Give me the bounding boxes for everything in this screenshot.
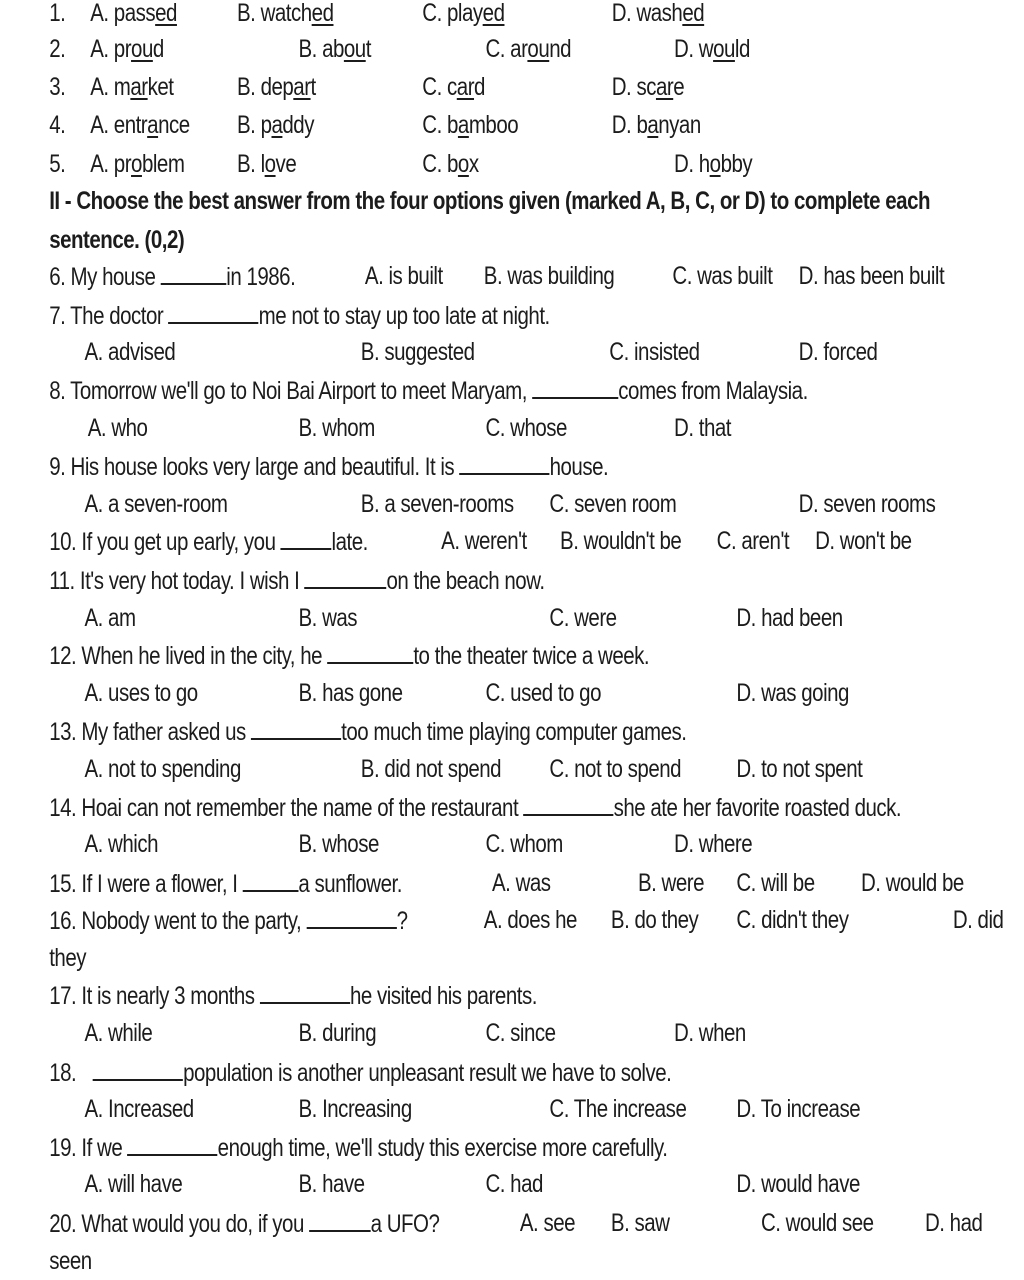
question-17-options xyxy=(0,1014,840,1052)
option-b: B. was xyxy=(298,604,358,632)
option-c: C. not to spend xyxy=(549,755,682,783)
option-c xyxy=(485,30,571,68)
word-part: A. m xyxy=(90,73,131,101)
pronunciation-question-2 xyxy=(0,30,840,68)
option-b xyxy=(237,68,316,106)
word-part: D. sc xyxy=(611,73,656,101)
word-part: B. p xyxy=(236,111,272,139)
option-d: D. did xyxy=(952,906,1004,934)
word-part: C. c xyxy=(422,73,457,101)
question-20 xyxy=(0,1204,983,1242)
option-c xyxy=(422,106,518,144)
question-13 xyxy=(0,712,840,750)
option-d-cont: seen xyxy=(49,1247,92,1275)
word-part: D. h xyxy=(674,150,710,178)
underlined-sound: a xyxy=(647,111,659,139)
word-part: D. w xyxy=(674,35,714,63)
option-b: B. did not spend xyxy=(360,755,502,783)
question-7-options xyxy=(0,333,878,371)
option-d xyxy=(612,106,701,144)
option-b: B. wouldn't be xyxy=(560,527,682,555)
option-d: D. won't be xyxy=(815,527,912,555)
option-b xyxy=(237,145,296,183)
question-16-cont xyxy=(0,939,840,977)
underlined-sound: ed xyxy=(482,0,505,27)
word-part: t xyxy=(310,73,316,101)
option-c: C. The increase xyxy=(549,1095,687,1123)
option-b: B. Increasing xyxy=(298,1095,412,1123)
word-part: D. wash xyxy=(611,0,683,27)
option-a: A. a seven-room xyxy=(84,490,228,518)
question-stem: 13. My father asked us too much time playing computer games. xyxy=(49,712,686,751)
word-part: ket xyxy=(147,73,174,101)
option-c: C. aren't xyxy=(716,527,790,555)
question-14 xyxy=(0,788,902,826)
option-d xyxy=(674,145,752,183)
question-15 xyxy=(0,864,964,902)
option-d: D. has been built xyxy=(798,262,945,290)
question-14-options xyxy=(0,825,840,863)
pronunciation-question-5 xyxy=(0,145,840,183)
option-b: B. whose xyxy=(298,830,379,858)
question-stem: 16. Nobody went to the party, ? xyxy=(49,901,407,940)
word-part: C. b xyxy=(422,111,458,139)
option-a: A. weren't xyxy=(441,527,527,555)
underlined-sound: ou xyxy=(527,35,550,63)
option-b: B. has gone xyxy=(298,679,403,707)
section-2-heading-line1: II - Choose the best answer from the four options given (marked A, B, C, or D) to complete each xyxy=(49,187,931,215)
question-16 xyxy=(0,901,1004,939)
word-part: ld xyxy=(734,35,750,63)
question-number: 5. xyxy=(49,150,66,178)
option-d: D. when xyxy=(674,1019,746,1047)
question-12 xyxy=(0,636,840,674)
option-d: D. would be xyxy=(861,869,964,897)
option-c xyxy=(422,68,485,106)
option-a: A. which xyxy=(84,830,159,858)
option-a: A. was xyxy=(492,869,551,897)
underlined-sound: ou xyxy=(713,35,735,63)
section-2-heading-cont xyxy=(0,221,840,259)
option-b: B. have xyxy=(298,1170,365,1198)
underlined-sound: ou xyxy=(343,35,366,63)
word-part: D. b xyxy=(611,111,648,139)
word-part: ve xyxy=(275,150,297,178)
option-a xyxy=(90,68,173,106)
underlined-sound: ar xyxy=(293,73,311,101)
option-c: C. had xyxy=(485,1170,543,1198)
underlined-sound: ou xyxy=(131,35,153,63)
question-19 xyxy=(0,1128,840,1166)
question-stem: 17. It is nearly 3 months he visited his parents. xyxy=(49,976,537,1015)
word-part: nce xyxy=(158,111,190,139)
underlined-sound: a xyxy=(147,111,159,139)
option-c xyxy=(422,0,504,32)
option-a: A. advised xyxy=(84,338,176,366)
word-part: B. watch xyxy=(236,0,312,27)
option-d-cont: they xyxy=(49,944,86,972)
option-a: A. am xyxy=(84,604,136,632)
option-a: A. Increased xyxy=(84,1095,194,1123)
option-a: A. uses to go xyxy=(84,679,198,707)
word-part: A. pass xyxy=(90,0,156,27)
option-d: D. had been xyxy=(736,604,843,632)
option-a xyxy=(90,145,184,183)
question-8-options xyxy=(0,409,840,447)
question-10 xyxy=(0,522,912,560)
question-9 xyxy=(0,447,840,485)
word-part: ddy xyxy=(282,111,314,139)
pronunciation-question-4 xyxy=(0,106,840,144)
question-number: 3. xyxy=(49,73,66,101)
word-part: C. play xyxy=(422,0,483,27)
underlined-sound: ar xyxy=(130,73,148,101)
question-stem: 9. His house looks very large and beautiful. It is house. xyxy=(49,447,608,486)
question-stem: 18. population is another unpleasant result we have to solve. xyxy=(49,1053,671,1092)
option-d: D. To increase xyxy=(736,1095,861,1123)
question-18-options xyxy=(0,1090,861,1128)
option-c: C. seven room xyxy=(549,490,677,518)
option-d xyxy=(612,0,704,32)
question-13-options xyxy=(0,750,863,788)
question-stem: 11. It's very hot today. I wish I on the beach now. xyxy=(49,561,544,600)
question-9-options xyxy=(0,485,936,523)
option-b: B. do they xyxy=(610,906,699,934)
option-a: A. does he xyxy=(483,906,577,934)
option-a xyxy=(90,30,164,68)
option-c: C. were xyxy=(549,604,617,632)
question-stem: 14. Hoai can not remember the name of the restaurant she ate her favorite roasted duck. xyxy=(49,788,901,827)
option-b: B. whom xyxy=(298,414,375,442)
option-d: D. where xyxy=(674,830,753,858)
word-part: t xyxy=(365,35,371,63)
option-b: B. were xyxy=(637,869,705,897)
word-part: nyan xyxy=(658,111,701,139)
option-c: C. insisted xyxy=(609,338,700,366)
option-b: B. saw xyxy=(610,1209,670,1237)
word-part: blem xyxy=(141,150,185,178)
underlined-sound: ed xyxy=(682,0,705,27)
word-part: A. entr xyxy=(90,111,148,139)
underlined-sound: o xyxy=(709,150,721,178)
option-c: C. will be xyxy=(736,869,815,897)
underlined-sound: ar xyxy=(655,73,674,101)
option-b: B. was building xyxy=(483,262,615,290)
section-2-heading xyxy=(0,182,931,220)
pronunciation-question-1 xyxy=(0,0,840,32)
underlined-sound: o xyxy=(264,150,276,178)
option-a: A. is built xyxy=(364,262,443,290)
option-a: A. not to spending xyxy=(84,755,241,783)
word-part: bby xyxy=(720,150,753,178)
word-part: d xyxy=(474,73,485,101)
question-17 xyxy=(0,976,840,1014)
underlined-sound: a xyxy=(271,111,283,139)
question-11-options xyxy=(0,599,843,637)
word-part: mboo xyxy=(468,111,519,139)
word-part: B. dep xyxy=(236,73,294,101)
word-part: C. ar xyxy=(485,35,528,63)
option-b xyxy=(298,30,370,68)
option-d xyxy=(612,68,684,106)
option-d: D. that xyxy=(674,414,731,442)
word-part: nd xyxy=(549,35,572,63)
option-b: B. suggested xyxy=(360,338,475,366)
option-b xyxy=(237,0,334,32)
question-6 xyxy=(0,257,945,295)
question-18 xyxy=(0,1053,840,1091)
option-d: D. seven rooms xyxy=(798,490,936,518)
question-8 xyxy=(0,371,840,409)
underlined-sound: o xyxy=(457,150,469,178)
question-stem: 7. The doctor me not to stay up too late at night. xyxy=(49,296,550,335)
word-part: d xyxy=(152,35,164,63)
question-stem: 20. What would you do, if you a UFO? xyxy=(49,1204,439,1243)
option-a: A. while xyxy=(84,1019,153,1047)
question-stem: 8. Tomorrow we'll go to Noi Bai Airport to meet Maryam, comes from Malaysia. xyxy=(49,371,808,410)
underlined-sound: ed xyxy=(155,0,177,27)
option-d: D. forced xyxy=(798,338,878,366)
option-a: A. see xyxy=(519,1209,576,1237)
underlined-sound: a xyxy=(457,111,469,139)
question-7 xyxy=(0,296,840,334)
question-stem: 6. My house in 1986. xyxy=(49,257,295,296)
option-d: D. to not spent xyxy=(736,755,863,783)
option-d: D. had xyxy=(924,1209,983,1237)
word-part: B. l xyxy=(236,150,265,178)
question-number: 1. xyxy=(49,0,66,27)
underlined-sound: ar xyxy=(456,73,475,101)
section-2-heading-line2: sentence. (0,2) xyxy=(49,226,185,254)
option-c xyxy=(422,145,478,183)
word-part: A. pr xyxy=(90,35,132,63)
underlined-sound: o xyxy=(131,150,142,178)
option-b xyxy=(237,106,314,144)
option-d: D. was going xyxy=(736,679,849,707)
option-d xyxy=(674,30,750,68)
word-part: C. b xyxy=(422,150,458,178)
option-a: A. who xyxy=(87,414,148,442)
question-stem: 10. If you get up early, you late. xyxy=(49,522,368,561)
option-c: C. whose xyxy=(485,414,567,442)
question-stem: 19. If we enough time, we'll study this exercise more carefully. xyxy=(49,1128,667,1167)
option-c: C. whom xyxy=(485,830,563,858)
underlined-sound: ed xyxy=(311,0,334,27)
option-c: C. would see xyxy=(760,1209,874,1237)
option-b: B. a seven-rooms xyxy=(360,490,514,518)
question-20-cont xyxy=(0,1242,840,1280)
question-number: 2. xyxy=(49,35,66,63)
question-stem: 12. When he lived in the city, he to the theater twice a week. xyxy=(49,636,649,675)
word-part: A. pr xyxy=(90,150,132,178)
question-11 xyxy=(0,561,840,599)
word-part: x xyxy=(468,150,479,178)
question-stem: 15. If I were a flower, I a sunflower. xyxy=(49,864,402,903)
option-a xyxy=(90,106,189,144)
word-part: B. ab xyxy=(298,35,344,63)
option-c: C. used to go xyxy=(485,679,601,707)
option-a xyxy=(90,0,177,32)
question-12-options xyxy=(0,674,849,712)
option-c: C. was built xyxy=(672,262,773,290)
option-c: C. since xyxy=(485,1019,556,1047)
question-number: 4. xyxy=(49,111,66,139)
pronunciation-question-3 xyxy=(0,68,840,106)
option-a: A. will have xyxy=(84,1170,183,1198)
question-19-options xyxy=(0,1165,860,1203)
option-b: B. during xyxy=(298,1019,377,1047)
option-d: D. would have xyxy=(736,1170,860,1198)
word-part: e xyxy=(673,73,685,101)
option-c: C. didn't they xyxy=(736,906,849,934)
